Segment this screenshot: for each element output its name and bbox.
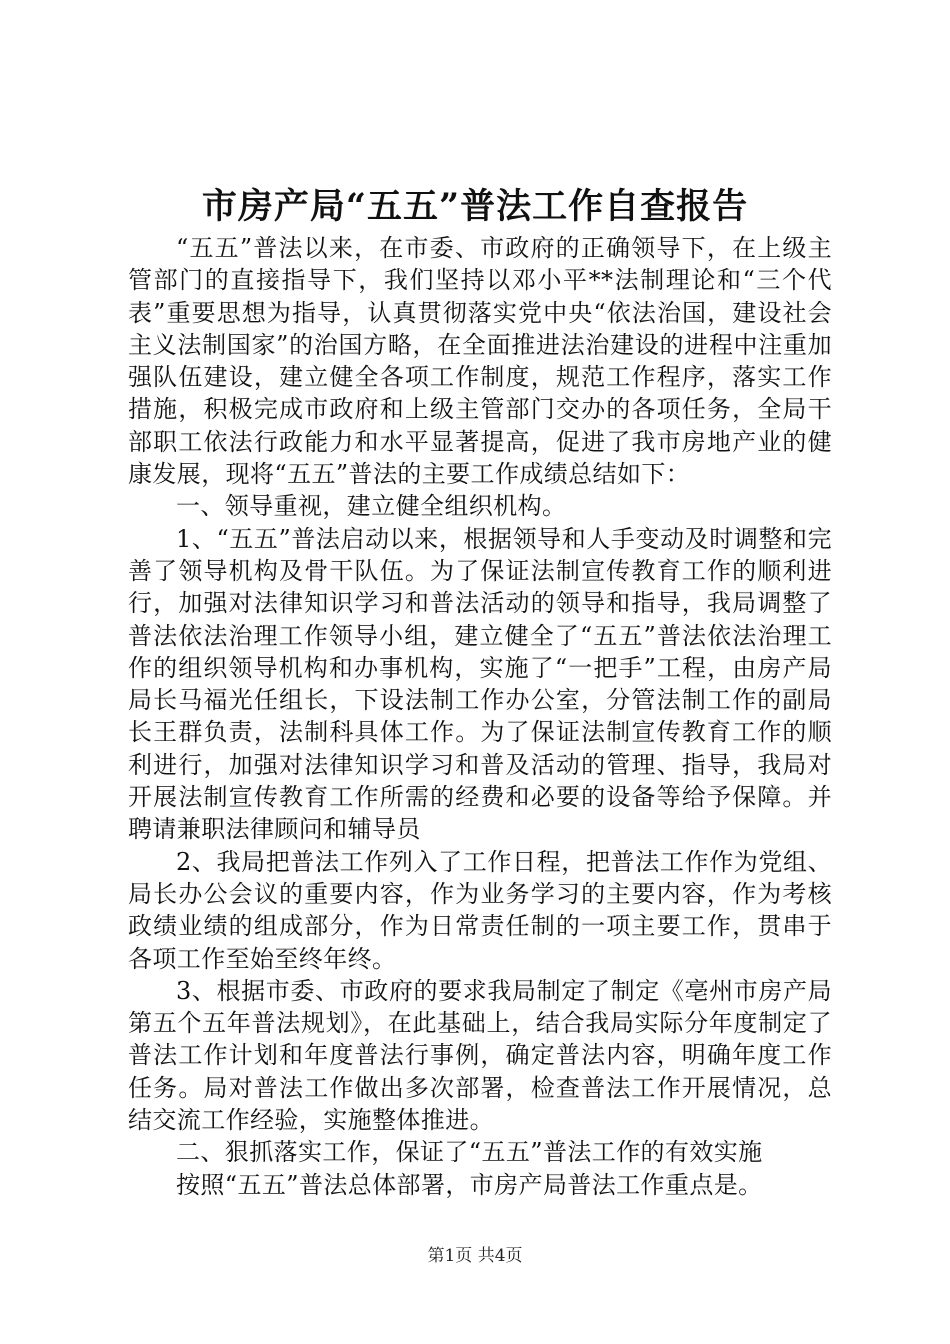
paragraph-item-2: 2、我局把普法工作列入了工作日程，把普法工作作为党组、局长办公会议的重要内容，作为业务学习的主要内容，作为考核政绩业绩的组成部分，作为日常责任制的一项主要工作，贯串于各项工作至始至终年终。 (128, 847, 832, 973)
document-title: 市房产局“五五”普法工作自查报告 (201, 186, 749, 227)
paragraph-intro: “五五”普法以来，在市委、市政府的正确领导下，在上级主管部门的直接指导下，我们坚持以邓小平**法制理论和“三个代表”重要思想为指导，认真贯彻落实党中央“依法治国，建设社会主义法制国家”的治国方略，在全面推进法治建设的进程中注重加强队伍建设，建立健全各项工作制度，规范工作程序，落实工作措施，积极完成市政府和上级主管部门交办的各项任务，全局干部职工依法行政能力和水平显著提高，促进了我市房地产业的健康发展，现将“五五”普法的主要工作成绩总结如下： (128, 234, 832, 489)
paragraph-section-2: 按照“五五”普法总体部署，市房产局普法工作重点是。 (176, 1170, 763, 1199)
page-footer: 第1页 共4页 (427, 1246, 523, 1266)
paragraph-item-3: 3、根据市委、市政府的要求我局制定了制定《亳州市房产局第五个五年普法规划》，在此基础上，结合我局实际分年度制定了普法工作计划和年度普法行事例，确定普法内容，明确年度工作任务。局对普法工作做出多次部署，检查普法工作开展情况，总结交流工作经验，实施整体推进。 (128, 976, 832, 1135)
section-heading-2: 二、狠抓落实工作，保证了“五五”普法工作的有效实施 (176, 1138, 763, 1167)
paragraph-item-1: 1、“五五”普法启动以来，根据领导和人手变动及时调整和完善了领导机构及骨干队伍。为了保证法制宣传教育工作的顺利进行，加强对法律知识学习和普法活动的领导和指导，我局调整了普法依法治理工作领导小组，建立健全了“五五”普法依法治理工作的组织领导机构和办事机构，实施了“一把手”工程，由房产局局长马福光任组长，下设法制工作办公室，分管法制工作的副局长王群负责，法制科具体工作。为了保证法制宣传教育工作的顺利进行，加强对法律知识学习和普及活动的管理、指导，我局对开展法制宣传教育工作所需的经费和必要的设备等给予保障。并聘请兼职法律顾问和辅导员 (128, 524, 832, 844)
section-heading-1: 一、领导重视，建立健全组织机构。 (176, 492, 567, 521)
document-body (128, 232, 832, 1201)
